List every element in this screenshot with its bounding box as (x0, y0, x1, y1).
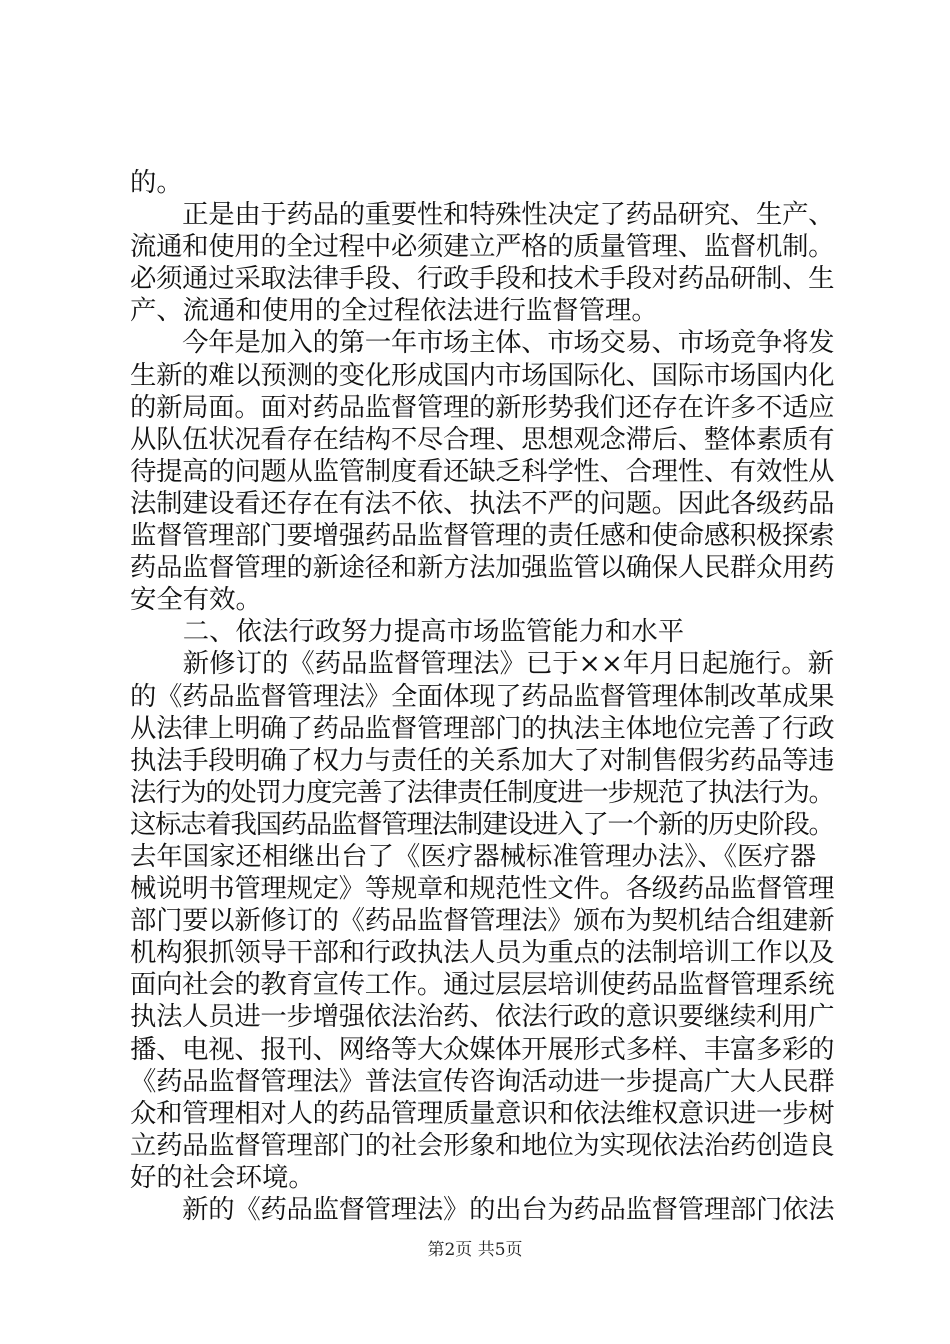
text-line: 众和管理相对人的药品管理质量意识和依法维权意识进一步树 (130, 1097, 835, 1129)
text-line: 的《药品监督管理法》全面体现了药品监督管理体制改革成果 (130, 680, 835, 712)
text-line: 监督管理部门要增强药品监督管理的责任感和使命感积极探索 (130, 520, 835, 552)
text-line: 二、依法行政努力提高市场监管能力和水平 (130, 616, 685, 648)
text-line: 安全有效。 (130, 584, 262, 616)
text-line: 新修订的《药品监督管理法》已于××年月日起施行。新 (130, 648, 834, 680)
text-line: 法行为的处罚力度完善了法律责任制度进一步规范了执法行为。 (130, 776, 834, 808)
text-line: 执法手段明确了权力与责任的关系加大了对制售假劣药品等违 (130, 744, 835, 776)
text-line: 从法律上明确了药品监督管理部门的执法主体地位完善了行政 (130, 712, 835, 744)
text-line: 立药品监督管理部门的社会形象和地位为实现依法治药创造良 (130, 1129, 835, 1161)
text-line: 正是由于药品的重要性和特殊性决定了药品研究、生产、 (130, 199, 835, 231)
text-line: 部门要以新修订的《药品监督管理法》颁布为契机结合组建新 (130, 905, 835, 937)
text-line: 面向社会的教育宣传工作。通过层层培训使药品监督管理系统 (130, 969, 835, 1001)
body-text (130, 167, 835, 1226)
text-line: 今年是加入的第一年市场主体、市场交易、市场竞争将发 (130, 327, 835, 359)
text-line: 机构狠抓领导干部和行政执法人员为重点的法制培训工作以及 (130, 937, 835, 969)
text-line: 待提高的问题从监管制度看还缺乏科学性、合理性、有效性从 (130, 455, 835, 487)
text-line: 法制建设看还存在有法不依、执法不严的问题。因此各级药品 (130, 487, 835, 519)
text-line: 这标志着我国药品监督管理法制建设进入了一个新的历史阶段。 (130, 808, 834, 840)
text-line: 好的社会环境。 (130, 1161, 315, 1193)
text-line: 流通和使用的全过程中必须建立严格的质量管理、监督机制。 (130, 231, 835, 263)
text-line: 新的《药品监督管理法》的出台为药品监督管理部门依法 (130, 1194, 835, 1225)
text-line: 《药品监督管理法》普法宣传咨询活动进一步提高广大人民群 (130, 1065, 835, 1097)
text-line: 产、流通和使用的全过程依法进行监督管理。 (130, 295, 658, 327)
text-line: 的。 (130, 167, 183, 198)
page-number: 第2页 共5页 (427, 1240, 523, 1260)
text-line: 执法人员进一步增强依法治药、依法行政的意识要继续利用广 (130, 1001, 835, 1033)
text-line: 播、电视、报刊、网络等大众媒体开展形式多样、丰富多彩的 (130, 1033, 835, 1065)
text-line: 药品监督管理的新途径和新方法加强监管以确保人民群众用药 (130, 552, 835, 584)
text-line: 去年国家还相继出台了《医疗器械标准管理办法》、《医疗器 (130, 840, 817, 872)
text-line: 必须通过采取法律手段、行政手段和技术手段对药品研制、生 (130, 263, 835, 295)
text-line: 生新的难以预测的变化形成国内市场国际化、国际市场国内化 (130, 359, 835, 391)
text-line: 从队伍状况看存在结构不尽合理、思想观念滞后、整体素质有 (130, 423, 835, 455)
text-line: 的新局面。面对药品监督管理的新形势我们还存在许多不适应 (130, 391, 835, 423)
text-line: 械说明书管理规定》等规章和规范性文件。各级药品监督管理 (130, 873, 835, 905)
